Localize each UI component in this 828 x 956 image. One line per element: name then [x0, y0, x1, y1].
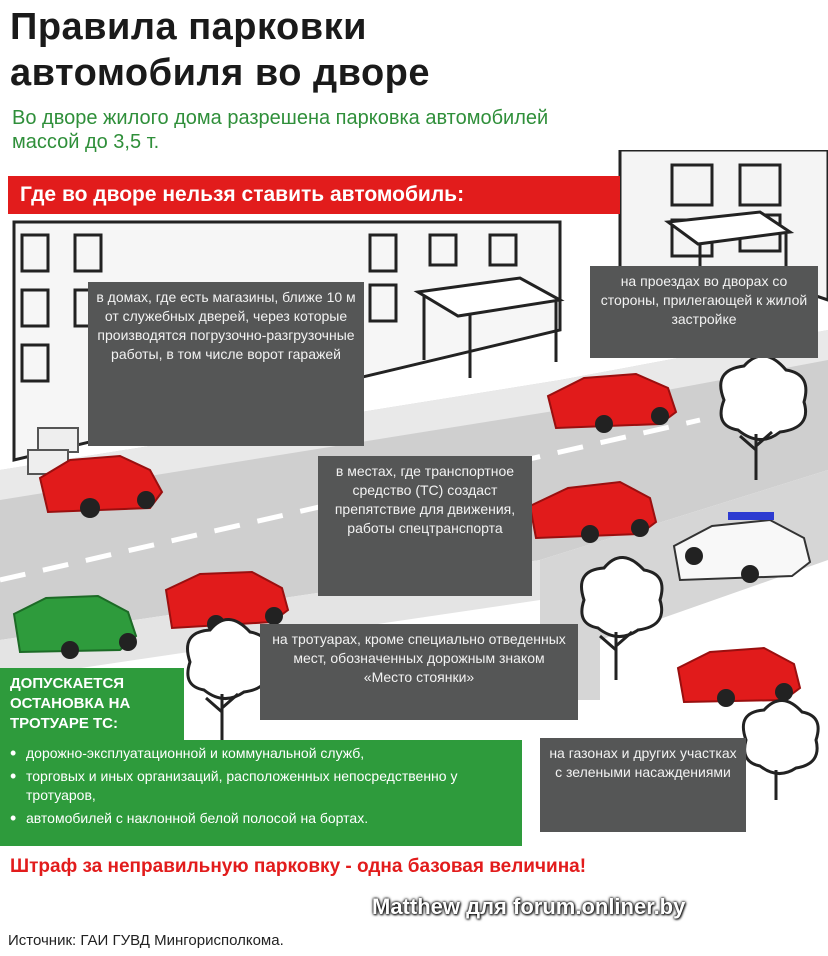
title-line-1: Правила парковки: [10, 6, 367, 48]
allowed-item-trade-orgs: • торговых и иных организаций, расположенных непосредственно у тротуаров,: [10, 767, 514, 805]
fine-notice: Штраф за неправильную парковку - одна базовая величина!: [10, 856, 587, 877]
rule-box-shops: в домах, где есть магазины, ближе 10 м от служебных дверей, через которые производятся погрузочно-разгрузочные работы, в том числе ворот гаражей: [88, 282, 364, 446]
source-note: Источник: ГАИ ГУВД Мингорисполкома.: [8, 932, 284, 949]
title-line-2: автомобиля во дворе: [10, 52, 431, 94]
allowed-list: [0, 740, 522, 846]
tree-3: [188, 619, 269, 740]
allowed-item-marked-vehicles: • автомобилей с наклонной белой полосой на бортах.: [10, 809, 514, 828]
subtitle-line-1: Во дворе жилого дома разрешена парковка автомобилей: [12, 107, 549, 129]
rule-box-sidewalks: на тротуарах, кроме специально отведенных мест, обозначенных дорожным знаком «Место стоянки»: [260, 624, 578, 720]
red-car-5: [678, 648, 800, 707]
page-title: [10, 4, 610, 96]
subtitle-line-2: массой до 3,5 т.: [12, 131, 160, 153]
allowed-heading: ДОПУСКАЕТСЯ ОСТАНОВКА НА ТРОТУАРЕ ТС:: [0, 668, 184, 740]
rule-box-obstacle: в местах, где транспортное средство (ТС) создаст препятствие для движения, работы спецтранспорта: [318, 456, 532, 596]
allowed-item-road-services: • дорожно-эксплуатационной и коммунальной служб,: [10, 744, 514, 763]
watermark: Matthew для forum.onliner.by: [372, 894, 686, 919]
prohibited-banner: Где во дворе нельзя ставить автомобиль:: [8, 176, 620, 214]
subtitle: [12, 106, 782, 154]
tree-4: [743, 700, 818, 800]
rule-box-lawns: на газонах и других участках с зелеными насаждениями: [540, 738, 746, 832]
rule-box-driveways: на проездах во дворах со стороны, прилегающей к жилой застройке: [590, 266, 818, 358]
